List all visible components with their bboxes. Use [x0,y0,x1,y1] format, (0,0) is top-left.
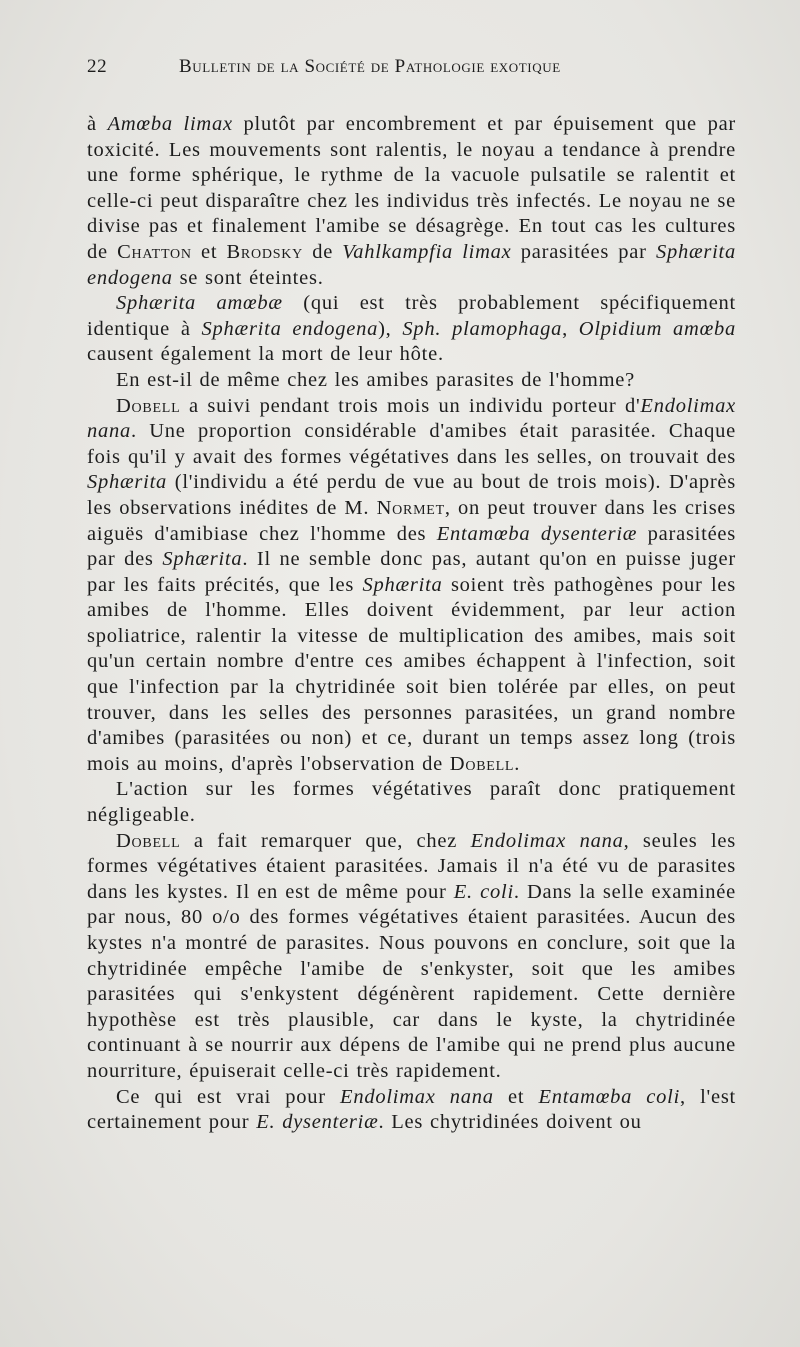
italic-text: Sphærita [362,573,443,596]
italic-text: Vahlkampfia limax [342,240,512,263]
text-run: ), [378,317,403,340]
italic-text: Endolimax nana [87,394,736,443]
page-number: 22 [87,56,108,77]
italic-text: Sphærita [87,471,168,494]
text-run: se sont éteintes. [172,266,324,289]
italic-text: Endolimax nana [470,829,624,852]
text-run: et [493,1085,539,1108]
italic-text: Entamœba dysenteriæ [436,522,638,545]
paragraph [87,112,736,291]
small-caps-name: Chatton [117,240,192,263]
text-run: (l'individu a été perdu de vue au bout de trois mois). D'après les observations inédites de M. [87,471,736,519]
text-run: soient très pathogènes pour les amibes de l'homme. Elles doivent évidemment, par leur action spoliatrice, ralentir la vitesse de multiplication des amibes, mais soit qu'un certain nombre d'entre ces amibes échappent à l'infection, soit que l'infection par la chytridinée soit bien tolérée par elles, on peut trouver, dans les selles des personnes parasitées, un grand nombre d'amibes (parasitées ou non) et ce, durant un temps assez long (trois mois au moins, d'après l'observation de [87,573,736,775]
text-run: parasitées par [511,240,656,263]
italic-text: Sphærita amœbæ [116,292,283,315]
text-run: a suivi pendant trois mois un individu porteur d' [180,394,641,417]
small-caps-name: Normet [376,496,445,519]
text-run: plutôt par encombrement et par épuisement que par toxicité. Les mouvements sont ralentis, le noyau a tendance à prendre une forme sphérique, le rythme de la vacuole pulsatile se ralentit et celle-ci peut disparaître chez les individus très infectés. Le noyau ne se divise pas et finalement l'amibe se désagrège. En tout cas les cultures de [87,113,736,263]
italic-text: Sphærita endogena [201,317,379,340]
text-run: . Une proportion considérable d'amibes était parasitée. Chaque fois qu'il y avait des formes végétatives dans les selles, on trouvait des [87,420,736,468]
italic-text: Entamœba coli [538,1085,681,1108]
text-run: , [562,317,579,340]
small-caps-name: Dobell [116,829,181,852]
paragraph [87,394,736,778]
paragraph [87,829,736,1085]
text-run: et [191,240,227,263]
body-text [87,112,736,1136]
text-run: (qui est très probablement spécifiquement identique à [87,292,736,340]
italic-text: E. dysenteriæ [256,1111,379,1134]
italic-text: Amœba limax [107,113,233,135]
text-run: , on peut trouver dans les crises aiguës d'amibiase chez l'homme des [87,496,736,545]
paragraph [87,777,736,828]
italic-text: Endolimax nana [340,1085,494,1108]
text-run: parasitées par des [87,522,736,571]
text-run: causent également la mort de leur hôte. [87,343,444,366]
text-run: , seules les formes végétatives étaient parasitées. Jamais il n'a été vu de parasites dans les kystes. Il en est de même pour [87,829,736,903]
text-run: de [302,240,343,263]
page-header [87,56,736,96]
text-run: . Dans la selle examinée par nous, 80 o/o des formes végétatives étaient parasitées. Aucun des kystes n'a montré de parasites. Nous pouvons en conclure, soit que la chytridinée empêche l'amibe de s'enkyster, soit que les amibes parasitées qui s'enkystent dégénèrent rapidement. Cette dernière hypothèse est très plausible, car dans le kyste, la chytridinée continuant à se nourrir aux dépens de l'amibe qui ne prend plus aucune nourriture, épuiserait celle-ci très rapidement. [87,880,736,1082]
italic-text: Olpidium amœba [578,317,737,340]
small-caps-name: Brodsky [226,240,303,263]
text-run: . Il ne semble donc pas, autant qu'on en puisse juger par les faits précités, que les [87,548,736,596]
text-run: . Les chytridinées doivent ou [378,1111,642,1134]
italic-text: Sphærita endogena [87,240,736,289]
text-run: . [514,752,521,775]
paragraph [87,368,736,394]
small-caps-name: Dobell [116,394,181,417]
text-run: , l'est certainement pour [87,1085,737,1134]
text-run: a fait remarquer que, chez [180,829,471,852]
italic-text: E. coli [453,880,514,903]
paragraph [87,1085,736,1136]
text-run: En est-il de même chez les amibes parasites de l'homme? [116,368,636,391]
italic-text: Sphærita [162,548,243,571]
italic-text: Sph. plamophaga [402,317,563,340]
running-title: Bulletin de la Société de Pathologie exotique [179,56,561,77]
paragraph [87,291,736,368]
text-run: Ce qui est vrai pour [116,1085,341,1108]
text-run: L'action sur les formes végétatives paraît donc pratiquement négligeable. [87,778,736,827]
text-run: à [87,113,108,135]
small-caps-name: Dobell [449,752,515,775]
